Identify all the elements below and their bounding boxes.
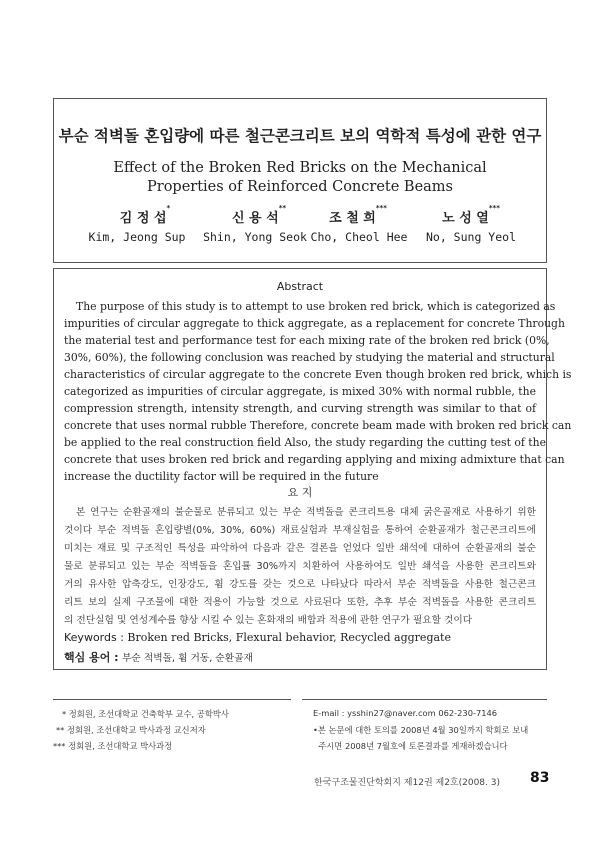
author-3-name-english: Cho, Cheol Hee xyxy=(310,230,408,244)
author-3-name-korean: 조 철 희*** xyxy=(329,204,387,226)
footnote-left: * 정회원, 조선대학교 건축학부 교수, 공학박사 xyxy=(62,709,229,719)
abstract-line: 30%, 60%), the following conclusion was reached by studying the material and structural xyxy=(64,351,555,364)
abstract-heading: Abstract xyxy=(276,280,324,293)
footnote-divider-left xyxy=(53,699,291,700)
footnote-right: E-mail : ysshin27@naver.com 062-230-7146 xyxy=(313,708,498,718)
paper-title-korean: 부순 적벽돌 혼입량에 따른 철근콘크리트 보의 역학적 특성에 관한 연구 xyxy=(58,127,542,145)
keywords-english-value: Broken red Bricks, Flexural behavior, Recycled aggregate xyxy=(127,631,451,644)
abstract-line: concrete that uses broken red brick and regarding applying and mixing admixture that can xyxy=(64,453,565,466)
author-1-name-english: Kim, Jeong Sup xyxy=(88,230,186,244)
author-2-name-korean: 신 용 석** xyxy=(231,204,287,226)
summary-korean-line: 본 연구는 순환골재의 불순물로 분류되고 있는 부순 적벽돌을 콘크리트용 대체 굵은골재로 사용하기 위한 xyxy=(76,507,536,518)
page-number: 83 xyxy=(530,770,550,786)
footnote-divider-right xyxy=(302,699,547,700)
paper-title-english-line-2: Properties of Reinforced Concrete Beams xyxy=(147,179,453,195)
keywords-korean-label: 핵심 용어 : xyxy=(64,651,119,664)
footnote-right: •본 논문에 대한 토의를 2008년 4월 30일까지 학회로 보내 xyxy=(313,725,529,735)
abstract-line: impurities of circular aggregate to thick aggregate, as a replacement for concrete Through xyxy=(64,317,565,330)
paper-title-english-line-1: Effect of the Broken Red Bricks on the Mechanical xyxy=(113,160,487,176)
author-1-name-korean: 김 정 섭* xyxy=(119,204,171,226)
keywords-korean-value: 부순 적벽돌, 휨 거동, 순환골재 xyxy=(122,653,253,664)
author-4-name-korean: 노 성 열*** xyxy=(442,204,500,226)
abstract-line: increase the ductility factor will be required in the future xyxy=(64,470,379,483)
summary-korean-line: 물로 분류되고 있는 부순 적벽돌을 혼입률 30%까지 치환하여 사용하여도 일반 쇄석을 사용한 콘크리트와 xyxy=(64,561,536,572)
abstract-line: characteristics of circular aggregate to the concrete Even though broken red brick, which is xyxy=(64,368,572,381)
author-2-name-english: Shin, Yong Seok xyxy=(203,230,307,244)
keywords-korean xyxy=(64,649,253,665)
author-4-name-english: No, Sung Yeol xyxy=(425,230,516,244)
journal-citation: 한국구조물진단학회지 제12권 제2호(2008. 3) xyxy=(314,778,500,788)
abstract-line: compression strength, intensity strength, and curving strength was similar to that of xyxy=(64,402,536,415)
summary-korean-heading: 요 지 xyxy=(287,486,313,499)
footnote-left: *** 정회원, 조선대학교 박사과정 xyxy=(53,741,173,751)
keywords-english-label: Keywords : xyxy=(64,631,124,644)
summary-korean-line: 의 전단실험 및 연성계수를 향상 시킬 수 있는 혼화재의 배합과 적용에 관한 연구가 필요할 것이다 xyxy=(64,615,473,626)
keywords-english xyxy=(64,631,451,644)
footnote-left: ** 정회원, 조선대학교 박사과정 교신저자 xyxy=(56,725,206,735)
abstract-line: be applied to the real construction field Also, the study regarding the cutting test of the xyxy=(64,436,546,449)
summary-korean-line: 미치는 재료 및 구조적인 특성을 파악하여 다음과 같은 결론을 얻었다 일반 쇄석에 대하여 순환골재의 불순 xyxy=(64,543,536,554)
summary-korean-line: 리트 보의 실제 구조물에 대한 적용이 가능할 것으로 사료된다 또한, 추후 부순 적벽돌을 사용한 콘크리트 xyxy=(64,597,536,608)
abstract-line: concrete that uses normal rubble Therefore, concrete beam made with broken red brick can xyxy=(64,419,572,432)
summary-korean-line: 것이다 부순 적벽돌 혼입량별(0%, 30%, 60%) 재료실험과 부재실험을 통하여 순환골재가 철근콘크리트에 xyxy=(64,525,536,536)
summary-korean-line: 거의 유사한 압축강도, 인장강도, 휨 강도를 갖는 것으로 나타났다 따라서 부순 적벽돌을 사용한 철근콘크 xyxy=(64,579,536,590)
abstract-line: the material test and performance test for each mixing rate of the broken red brick (0%, xyxy=(64,334,550,347)
abstract-line: categorized as impurities of circular aggregate, is mixed 30% with normal rubble, the xyxy=(64,385,536,398)
abstract-line: The purpose of this study is to attempt to use broken red brick, which is categorized as xyxy=(76,300,556,313)
footnote-right: 주시면 2008년 7월호에 토론결과를 게재하겠습니다 xyxy=(313,741,508,751)
